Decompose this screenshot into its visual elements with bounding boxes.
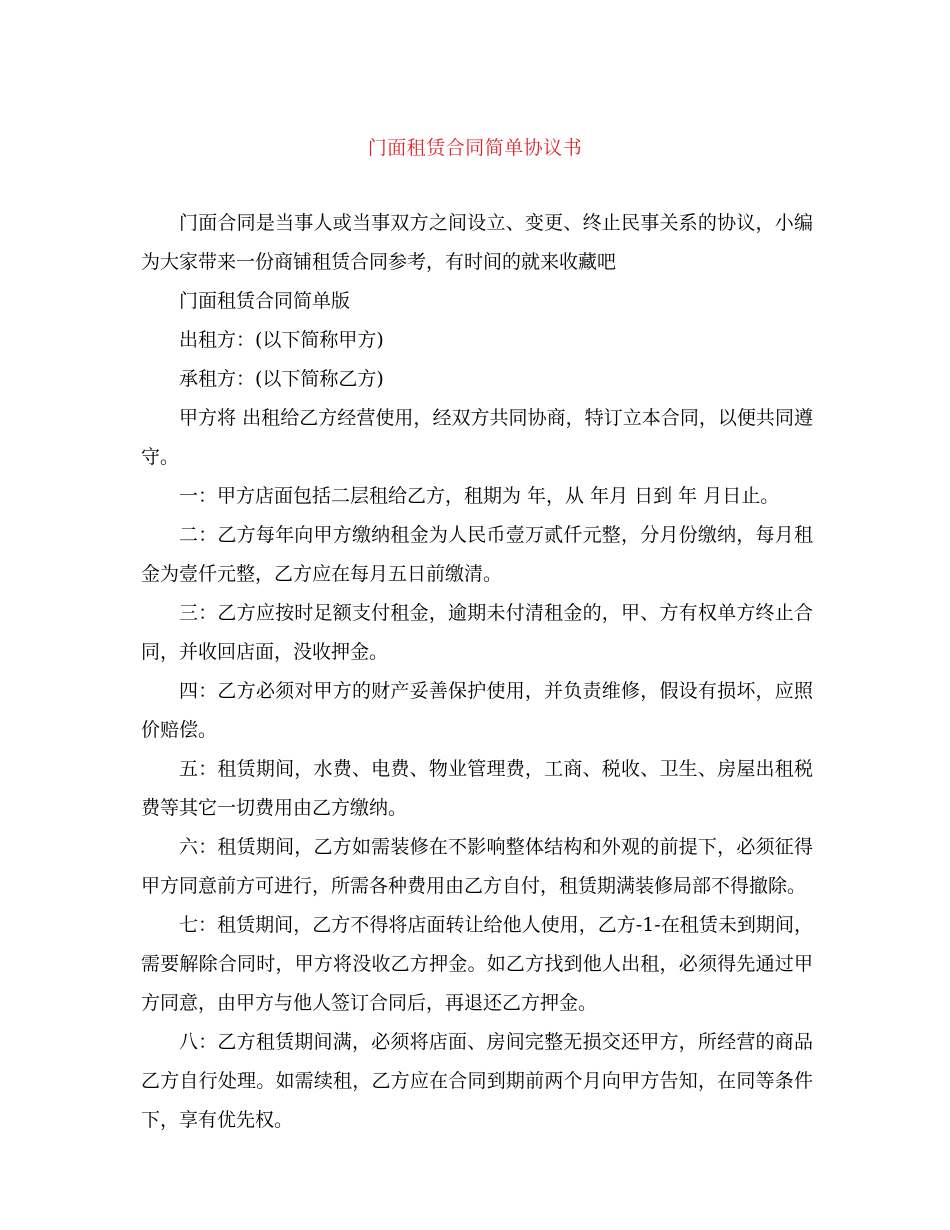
clause-1: 一：甲方店面包括二层租给乙方，租期为 年，从 年月 日到 年 月日止。 bbox=[179, 485, 780, 507]
document-body bbox=[141, 204, 813, 1140]
clause-5: 五：租赁期间，水费、电费、物业管理费，工商、税收、卫生、房屋出租税费等其它一切费用由乙方缴纳。 bbox=[141, 758, 813, 819]
paragraph-intro: 门面合同是当事人或当事双方之间设立、变更、终止民事关系的协议，小编为大家带来一份商铺租赁合同参考，有时间的就来收藏吧 bbox=[141, 212, 813, 273]
clause-3: 三：乙方应按时足额支付租金，逾期未付清租金的，甲、方有权单方终止合同，并收回店面，没收押金。 bbox=[141, 602, 813, 663]
paragraph-preamble: 甲方将 出租给乙方经营使用，经双方共同协商，特订立本合同，以便共同遵守。 bbox=[141, 407, 813, 468]
clause-7: 七：租赁期间，乙方不得将店面转让给他人使用，乙方-1-在租赁未到期间，需要解除合同时，甲方将没收乙方押金。如乙方找到他人出租，必须得先通过甲方同意，由甲方与他人签订合同后，再退还乙方押金。 bbox=[141, 914, 813, 1014]
paragraph-subtitle: 门面租赁合同简单版 bbox=[179, 290, 351, 312]
clause-6: 六：租赁期间，乙方如需装修在不影响整体结构和外观的前提下，必须征得甲方同意前方可进行，所需各种费用由乙方自付，租赁期满装修局部不得撤除。 bbox=[141, 836, 813, 897]
paragraph-lessor: 出租方：(以下简称甲方) bbox=[179, 329, 384, 351]
clause-4: 四：乙方必须对甲方的财产妥善保护使用，并负责维修，假设有损坏，应照价赔偿。 bbox=[141, 680, 813, 741]
clause-2: 二：乙方每年向甲方缴纳租金为人民币壹万贰仟元整，分月份缴纳，每月租金为壹仟元整，乙方应在每月五日前缴清。 bbox=[141, 524, 813, 585]
paragraph-lessee: 承租方：(以下简称乙方) bbox=[179, 368, 384, 390]
clause-8: 八：乙方租赁期间满，必须将店面、房间完整无损交还甲方，所经营的商品乙方自行处理。如需续租，乙方应在合同到期前两个月向甲方告知，在同等条件下，享有优先权。 bbox=[141, 1031, 813, 1131]
document-title: 门面租赁合同简单协议书 bbox=[367, 137, 583, 159]
